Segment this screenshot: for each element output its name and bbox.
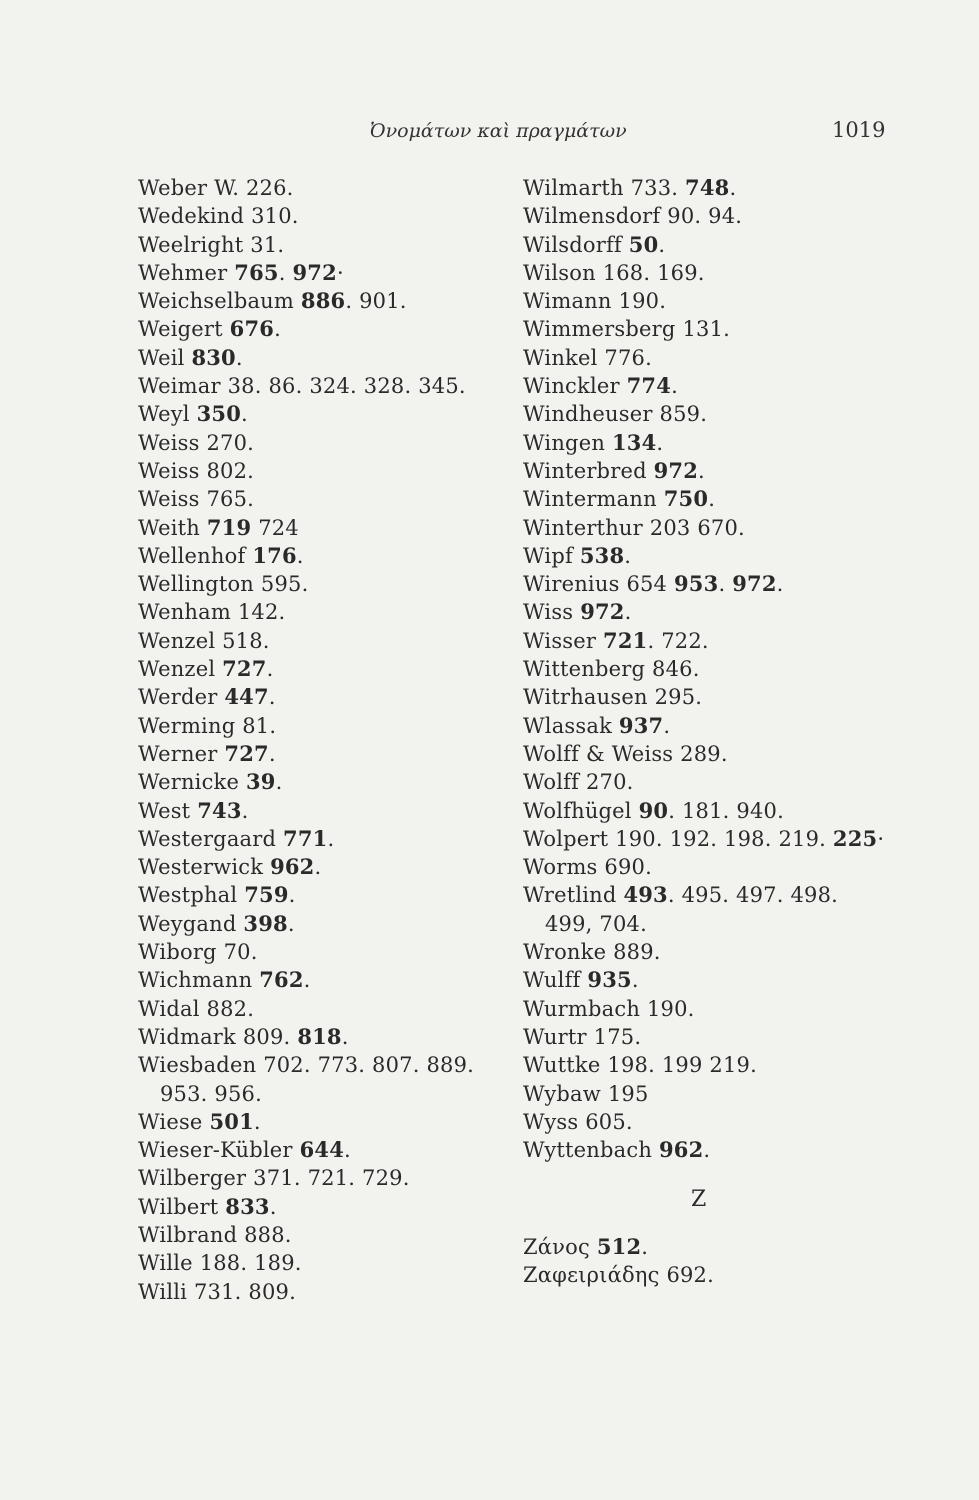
- index-entry: [523, 372, 884, 400]
- entry-pages: 142.: [237, 600, 286, 625]
- index-entry: [523, 938, 884, 966]
- entry-pages: 226.: [245, 176, 294, 200]
- entry-name: Wolfhügel: [523, 798, 632, 823]
- index-entry: [523, 400, 884, 428]
- entry-name: Werder: [138, 685, 218, 710]
- entry-pages: 270.: [585, 770, 634, 795]
- entry-name: Werming: [138, 713, 236, 738]
- index-entry: [523, 966, 884, 994]
- entry-pages: 972.: [580, 599, 632, 625]
- index-entry: [523, 1136, 884, 1164]
- entry-name: Wenzel: [138, 657, 216, 682]
- entry-name: Weil: [138, 345, 185, 370]
- entry-pages: 371. 721. 729.: [253, 1166, 410, 1191]
- entry-name: Weimar: [138, 374, 221, 399]
- index-entry: [523, 231, 884, 259]
- entry-pages: 972.: [653, 457, 705, 483]
- entry-pages: 846.: [652, 657, 700, 682]
- entry-pages: 690.: [604, 855, 652, 880]
- index-entry: [523, 825, 884, 853]
- index-entry: [138, 485, 474, 513]
- index-entry: [523, 740, 884, 768]
- entry-pages: 295.: [654, 685, 703, 710]
- entry-name: Wilbrand: [138, 1222, 238, 1247]
- entry-pages: 289.: [680, 741, 728, 766]
- index-entry: [523, 1261, 884, 1289]
- entry-name: Westphal: [138, 883, 238, 908]
- entry-pages: 175.: [593, 1024, 642, 1049]
- entry-name: Weygand: [138, 911, 237, 936]
- entry-name: Weber W.: [138, 176, 240, 200]
- index-entry: [523, 514, 884, 542]
- index-entry: [138, 683, 474, 711]
- entry-pages: 771.: [283, 825, 335, 851]
- entry-pages: 953. 956.: [160, 1081, 262, 1106]
- index-column-right: [523, 174, 884, 1289]
- entry-pages: 759.: [244, 882, 296, 908]
- index-column-left: [138, 174, 474, 1306]
- entry-name: Weichselbaum: [138, 289, 295, 314]
- entry-name: Wilsdorff: [523, 232, 622, 257]
- index-entry: [523, 429, 884, 457]
- entry-name: Wisser: [523, 628, 597, 653]
- entry-name: Wedekind: [138, 204, 245, 229]
- index-entry: [138, 1136, 474, 1164]
- entry-name: Willi: [138, 1279, 188, 1304]
- index-entry: [523, 485, 884, 513]
- entry-pages: 888.: [244, 1222, 292, 1247]
- entry-pages: 765.: [206, 487, 255, 512]
- index-entry: [138, 372, 474, 400]
- index-entry: [523, 202, 884, 230]
- entry-name: Wiborg: [138, 940, 217, 965]
- index-entry: [138, 514, 474, 542]
- entry-pages: 765. 972·: [234, 259, 344, 285]
- entry-pages: 398.: [243, 910, 295, 936]
- entry-name: Windheuser: [523, 402, 653, 427]
- entry-pages: 134.: [611, 429, 664, 455]
- entry-pages: 882.: [206, 996, 255, 1021]
- entry-name: Wieser-Kübler: [138, 1138, 293, 1163]
- index-entry: [138, 1051, 474, 1079]
- entry-pages: 889.: [613, 940, 661, 965]
- entry-pages: 750.: [663, 486, 716, 512]
- index-entry: [523, 1051, 884, 1079]
- entry-pages: 644.: [299, 1137, 351, 1163]
- entry-pages: 512.: [596, 1233, 649, 1259]
- entry-name: Wittenberg: [523, 657, 646, 682]
- index-entry: [523, 995, 884, 1023]
- entry-name: Wilbert: [138, 1194, 219, 1219]
- index-entry: [523, 768, 884, 796]
- entry-pages: 310.: [251, 204, 299, 229]
- index-entry: [523, 542, 884, 570]
- entry-pages: 605.: [585, 1109, 633, 1134]
- entry-name: Wulff: [523, 968, 581, 993]
- index-entry: [138, 853, 474, 881]
- index-entry: [138, 881, 474, 909]
- entry-name: Wenham: [138, 600, 231, 625]
- entry-name: Wernicke: [138, 770, 240, 795]
- index-entry: [523, 1108, 884, 1136]
- entry-name: Ζαφειριάδης: [523, 1262, 660, 1287]
- entry-name: Wellenhof: [138, 543, 246, 568]
- index-entry: [138, 344, 474, 372]
- entry-name: Widal: [138, 996, 200, 1021]
- entry-pages: 190.: [646, 996, 695, 1021]
- entry-name: Wellington: [138, 572, 255, 597]
- entry-name: Wilberger: [138, 1166, 247, 1191]
- index-entry: [138, 1249, 474, 1277]
- entry-name: Winterbred: [523, 458, 647, 483]
- index-entry: [523, 881, 884, 909]
- index-entry: [523, 344, 884, 372]
- entry-pages: 776.: [604, 345, 652, 370]
- entry-pages: 830.: [191, 344, 243, 370]
- entry-name: Werner: [138, 741, 218, 766]
- entry-name: Wurmbach: [523, 996, 641, 1021]
- index-entry: [523, 797, 884, 825]
- entry-pages: 188. 189.: [199, 1251, 302, 1276]
- entry-pages: 702. 773. 807. 889.: [263, 1053, 475, 1078]
- index-entry: [138, 1108, 474, 1136]
- entry-name: Wilmensdorf: [523, 204, 661, 229]
- entry-name: Winckler: [523, 374, 620, 399]
- entry-pages: 70.: [223, 940, 258, 965]
- entry-pages: 937.: [618, 712, 671, 738]
- entry-name: Winkel: [523, 345, 598, 370]
- entry-name: Weiss: [138, 458, 200, 483]
- entry-name: Wichmann: [138, 968, 253, 993]
- entry-name: Wimann: [523, 289, 612, 314]
- running-header-title: Ὀνομάτων καὶ πραγμάτων: [370, 120, 627, 142]
- entry-name: Wintermann: [523, 487, 657, 512]
- entry-name: Weiss: [138, 430, 200, 455]
- entry-name: Westerwick: [138, 855, 264, 880]
- entry-pages: 31.: [250, 232, 285, 257]
- entry-pages: 518.: [222, 628, 270, 653]
- entry-pages: 350.: [196, 401, 248, 427]
- index-entry: [523, 570, 884, 598]
- entry-name: Witrhausen: [523, 685, 648, 710]
- index-entry: [523, 1233, 884, 1261]
- page-number: 1019: [832, 118, 886, 142]
- index-entry: [138, 400, 474, 428]
- entry-pages: 447.: [224, 684, 276, 710]
- entry-name: Wolff: [523, 770, 580, 795]
- entry-name: Wretlind: [523, 883, 617, 908]
- index-entry: [523, 457, 884, 485]
- index-entry: [138, 202, 474, 230]
- index-entry: [523, 683, 884, 711]
- entry-name: Wehmer: [138, 260, 228, 285]
- index-entry: [138, 315, 474, 343]
- entry-name: Winterthur: [523, 515, 643, 540]
- entry-pages: 935.: [587, 967, 639, 993]
- entry-name: Weyl: [138, 402, 190, 427]
- entry-name: Wolpert: [523, 826, 609, 851]
- entry-name: Wurtr: [523, 1024, 587, 1049]
- index-entry: [138, 174, 474, 202]
- entry-pages: 81.: [242, 713, 277, 738]
- entry-pages: 168. 169.: [602, 260, 705, 285]
- index-entry: [138, 910, 474, 938]
- entry-pages: 762.: [259, 967, 311, 993]
- index-entry: [523, 174, 884, 202]
- entry-pages: 859.: [659, 402, 708, 427]
- index-entry: [138, 1023, 474, 1051]
- entry-pages: 733. 748.: [630, 175, 737, 200]
- index-entry: [138, 287, 474, 315]
- entry-pages: 727.: [224, 740, 276, 766]
- entry-name: Wingen: [523, 430, 606, 455]
- entry-name: Wiss: [523, 600, 574, 625]
- index-entry: [138, 995, 474, 1023]
- entry-pages: 676.: [229, 316, 281, 342]
- entry-pages: 90. 94.: [667, 204, 743, 229]
- entry-name: Ζάνος: [523, 1234, 590, 1259]
- entry-name: Wilson: [523, 260, 596, 285]
- index-entry: [523, 287, 884, 315]
- entry-pages: 727.: [222, 656, 274, 682]
- entry-name: Wuttke: [523, 1053, 601, 1078]
- entry-pages: 886. 901.: [300, 288, 407, 314]
- index-entry: [138, 740, 474, 768]
- entry-name: Wiese: [138, 1109, 203, 1134]
- entry-pages: 198. 199 219.: [607, 1053, 757, 1078]
- entry-name: Worms: [523, 855, 598, 880]
- entry-name: Wille: [138, 1251, 193, 1276]
- entry-pages: 743.: [197, 797, 249, 823]
- index-entry: [523, 910, 884, 938]
- index-entry: [138, 259, 474, 287]
- index-entry: [138, 457, 474, 485]
- entry-name: Wybaw: [523, 1081, 601, 1106]
- index-entry: [138, 429, 474, 457]
- entry-name: West: [138, 798, 191, 823]
- entry-pages: 595.: [260, 572, 309, 597]
- index-entry: [138, 231, 474, 259]
- entry-pages: 654 953. 972.: [626, 571, 784, 597]
- entry-name: Weigert: [138, 317, 223, 342]
- index-entry: [523, 315, 884, 343]
- index-entry: [138, 797, 474, 825]
- entry-name: Wilmarth: [523, 176, 624, 200]
- entry-pages: 501.: [209, 1108, 261, 1134]
- entry-pages: 190. 192. 198. 219. 225·: [615, 825, 885, 851]
- entry-name: Wimmersberg: [523, 317, 676, 342]
- entry-pages: 90. 181. 940.: [638, 797, 784, 823]
- entry-pages: 774.: [626, 373, 678, 399]
- index-entry: [138, 1080, 474, 1108]
- index-entry: [523, 259, 884, 287]
- index-entry: [523, 712, 884, 740]
- entry-pages: 39.: [245, 769, 283, 795]
- index-entry: [138, 1193, 474, 1221]
- entry-name: Wiesbaden: [138, 1053, 257, 1078]
- index-entry: [523, 655, 884, 683]
- entry-pages: 538.: [579, 542, 632, 568]
- entry-pages: 833.: [225, 1193, 277, 1219]
- entry-name: Wlassak: [523, 713, 613, 738]
- entry-pages: 190.: [618, 289, 667, 314]
- index-entry: [138, 825, 474, 853]
- entry-pages: 692.: [666, 1262, 714, 1287]
- entry-name: Wyttenbach: [523, 1138, 653, 1163]
- entry-pages: 721. 722.: [603, 627, 709, 653]
- entry-pages: 802.: [206, 458, 255, 483]
- entry-name: Weith: [138, 515, 200, 540]
- entry-name: Wirenius: [523, 572, 620, 597]
- entry-pages: 50.: [628, 231, 666, 257]
- index-entry: [523, 627, 884, 655]
- entry-pages: 270.: [206, 430, 255, 455]
- index-entry: [138, 655, 474, 683]
- entry-name: Weelright: [138, 232, 244, 257]
- entry-name: Wronke: [523, 940, 607, 965]
- index-entry: [523, 1023, 884, 1051]
- index-entry: [138, 966, 474, 994]
- entry-pages: 499, 704.: [545, 911, 647, 936]
- entry-pages: 719 724: [206, 514, 299, 540]
- entry-name: Westergaard: [138, 826, 277, 851]
- entry-pages: 38. 86. 324. 328. 345.: [227, 374, 466, 399]
- entry-name: Wolff & Weiss: [523, 741, 674, 766]
- entry-name: Widmark: [138, 1024, 236, 1049]
- index-entry: [138, 712, 474, 740]
- entry-pages: 731. 809.: [193, 1279, 296, 1304]
- index-entry: [138, 542, 474, 570]
- entry-name: Wipf: [523, 543, 573, 568]
- index-entry: [523, 1080, 884, 1108]
- index-entry: [138, 627, 474, 655]
- index-entry: [138, 1164, 474, 1192]
- entry-name: Wenzel: [138, 628, 216, 653]
- entry-pages: 962.: [658, 1137, 711, 1163]
- entry-pages: 962.: [270, 854, 322, 880]
- entry-pages: 203 670.: [649, 515, 745, 540]
- entry-pages: 809. 818.: [242, 1023, 349, 1049]
- index-entry: [138, 570, 474, 598]
- entry-name: Wyss: [523, 1109, 579, 1134]
- entry-pages: 176.: [252, 542, 304, 568]
- index-entry: [523, 598, 884, 626]
- index-entry: [138, 768, 474, 796]
- index-entry: [138, 598, 474, 626]
- index-entry: [138, 1278, 474, 1306]
- entry-pages: 131.: [682, 317, 731, 342]
- index-entry: [523, 853, 884, 881]
- index-entry: [138, 938, 474, 966]
- entry-pages: 493. 495. 497. 498.: [623, 882, 839, 908]
- section-letter-z: Z: [691, 1187, 707, 1213]
- entry-name: Weiss: [138, 487, 200, 512]
- index-entry: [138, 1221, 474, 1249]
- entry-pages: 195: [607, 1081, 649, 1106]
